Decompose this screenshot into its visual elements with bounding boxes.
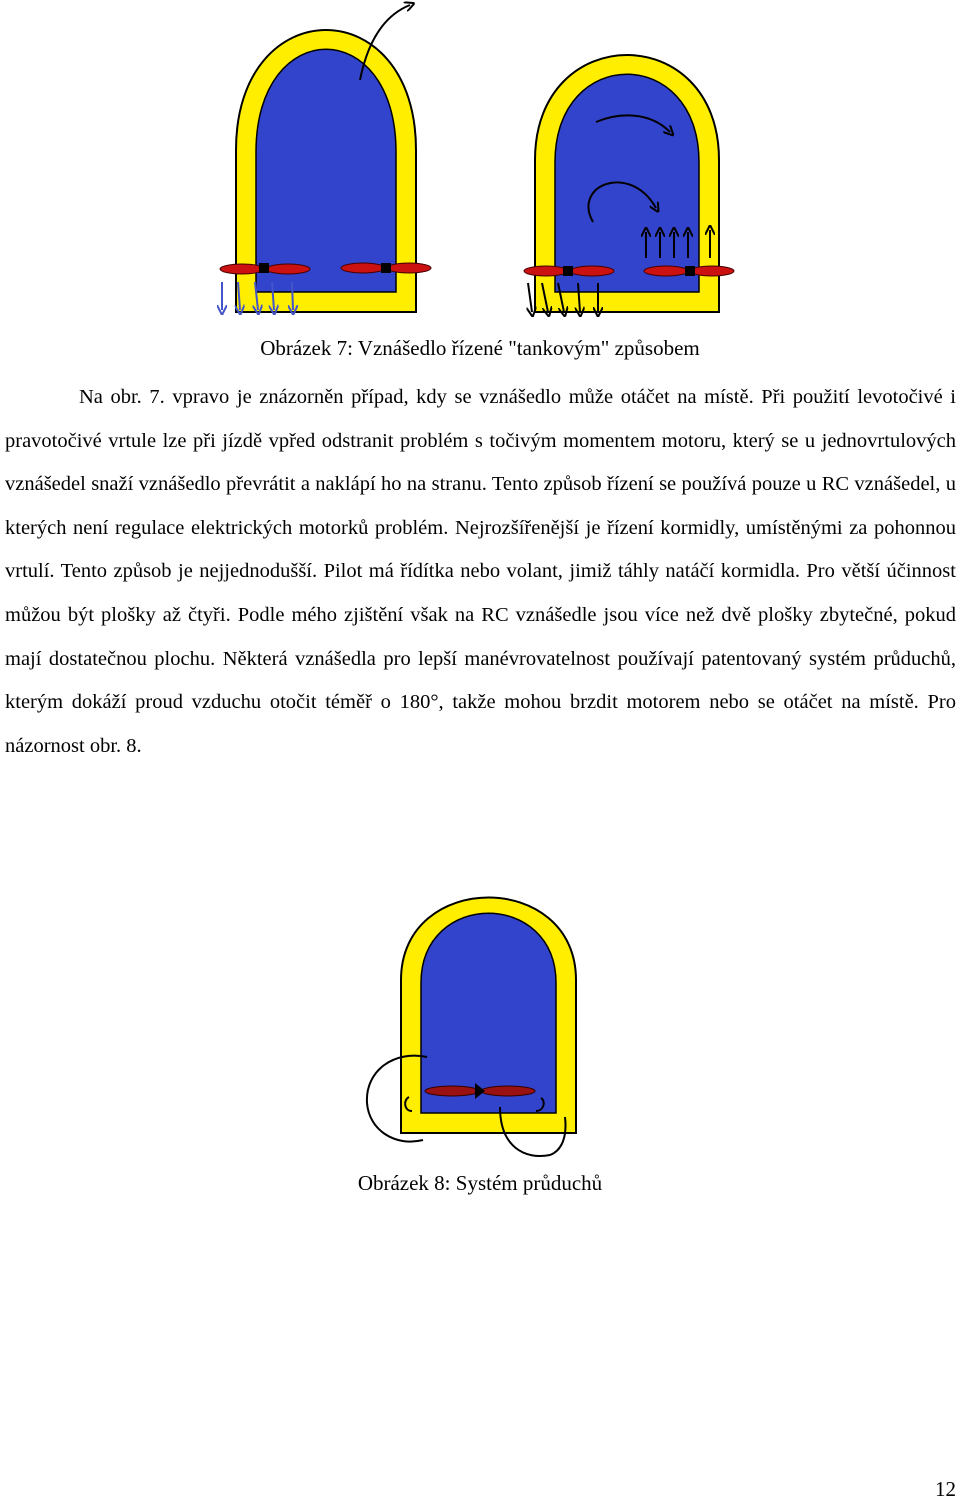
propeller-left <box>524 266 614 276</box>
hull <box>421 913 556 1113</box>
figure-7-illustration <box>200 0 760 325</box>
hovercraft-right <box>524 55 734 312</box>
hull <box>256 49 396 292</box>
body-paragraph <box>5 376 956 768</box>
hovercraft-left <box>220 5 431 312</box>
propeller-right <box>644 266 734 276</box>
paragraph-text: Na obr. 7. vpravo je znázorněn případ, kdy se vznášedlo může otáčet na místě. Při použití levotočivé i pravotočivé vrtule lze při jízdě vpřed odstranit problém s točivým momentem motoru, který se u jednovrtulových vznášedel snaží vznášedlo převrátit a naklápí ho na stranu. Tento způsob řízení se používá pouze u RC vznášedel, u kterých není regulace elektrických motorků problém. Nejrozšířenější je řízení kormidly, umístěnými za pohonnou vrtulí. Tento způsob je nejjednodušší. Pilot má řídítka nebo volant, jimiž táhly natáčí kormidla. Pro větší účinnost můžou být plošky až čtyři. Podle mého zjištění však na RC vznášedle jsou více než dvě plošky zbytečné, pokud mají dostatečnou plochu. Některá vznášedla pro lepší manévrovatelnost používají patentovaný systém průduchů, kterým dokáží proud vzduchu otočit téměř o 180°, takže mohou brzdit motorem nebo se otáčet na místě. Pro názornost obr. 8. <box>5 386 956 757</box>
figure-8-illustration <box>355 885 585 1160</box>
figure-8-caption: Obrázek 8: Systém průduchů <box>357 1171 603 1195</box>
figure-7-caption: Obrázek 7: Vznášedlo řízené "tankovým" způsobem <box>260 336 700 360</box>
propeller-right <box>341 263 431 273</box>
page-number: 12 <box>935 1477 956 1501</box>
hovercraft <box>401 898 576 1134</box>
propeller-left <box>220 263 310 274</box>
